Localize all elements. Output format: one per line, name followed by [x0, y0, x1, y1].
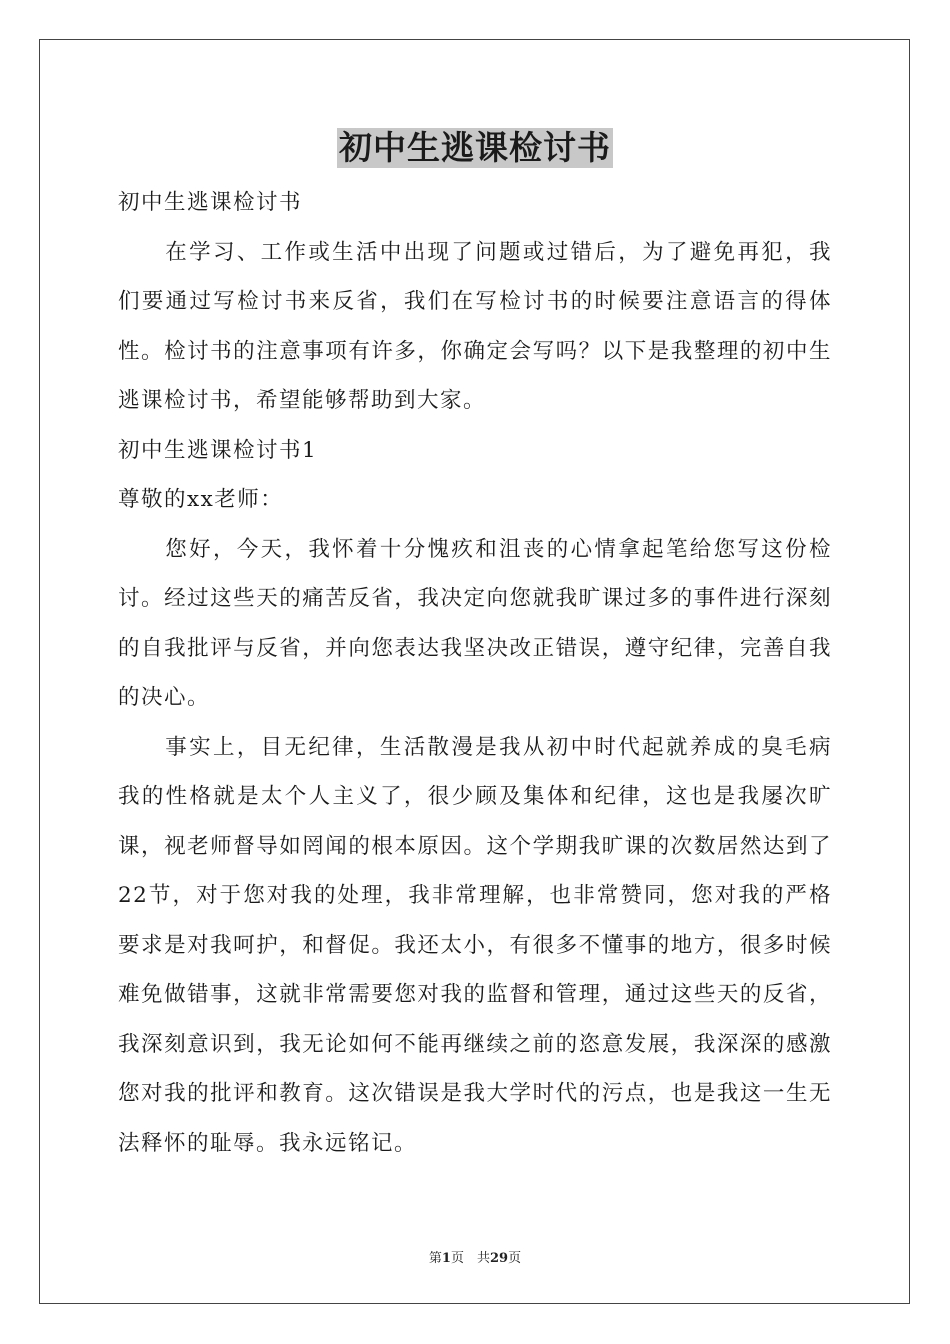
title-container: [0, 128, 950, 168]
intro-paragraph: 在学习、工作或生活中出现了问题或过错后，为了避免再犯，我们要通过写检讨书来反省，我们在写检讨书的时候要注意语言的得体性。检讨书的注意事项有许多，你确定会写吗？以下是我整理的初中生逃课检讨书，希望能够帮助到大家。: [118, 239, 832, 413]
document-subtitle: 初中生逃课检讨书: [118, 190, 303, 215]
salutation: 尊敬的xx老师：: [118, 487, 284, 512]
body-paragraph-2: 事实上，目无纪律，生活散漫是我从初中时代起就养成的臭毛病我的性格就是太个人主义了，很少顾及集体和纪律，这也是我屡次旷课，视老师督导如罔闻的根本原因。这个学期我旷课的次数居然达到了22节，对于您对我的处理，我非常理解，也非常赞同，您对我的严格要求是对我呵护，和督促。我还太小，有很多不懂事的地方，很多时候难免做错事，这就非常需要您对我的监督和管理，通过这些天的反省，我深刻意识到，我无论如何不能再继续之前的恣意发展，我深深的感激您对我的批评和教育。这次错误是我大学时代的污点，也是我这一生无法释怀的耻辱。我永远铭记。: [118, 734, 832, 1156]
section-heading: 初中生逃课检讨书1: [118, 437, 318, 463]
document-title: 初中生逃课检讨书: [339, 128, 611, 167]
footer-page-mid: 页 共: [450, 1251, 490, 1266]
footer-page-current: 1: [441, 1251, 451, 1266]
page-footer: [0, 1247, 950, 1266]
body-paragraph-1: 您好，今天，我怀着十分愧疚和沮丧的心情拿起笔给您写这份检讨。经过这些天的痛苦反省，我决定向您就我旷课过多的事件进行深刻的自我批评与反省，并向您表达我坚决改正错误，遵守纪律，完善自我的决心。: [118, 536, 832, 710]
document-body: [118, 178, 832, 1168]
footer-page-suffix: 页: [508, 1251, 522, 1266]
footer-page-total: 29: [489, 1251, 509, 1266]
footer-page-prefix: 第: [428, 1251, 442, 1266]
